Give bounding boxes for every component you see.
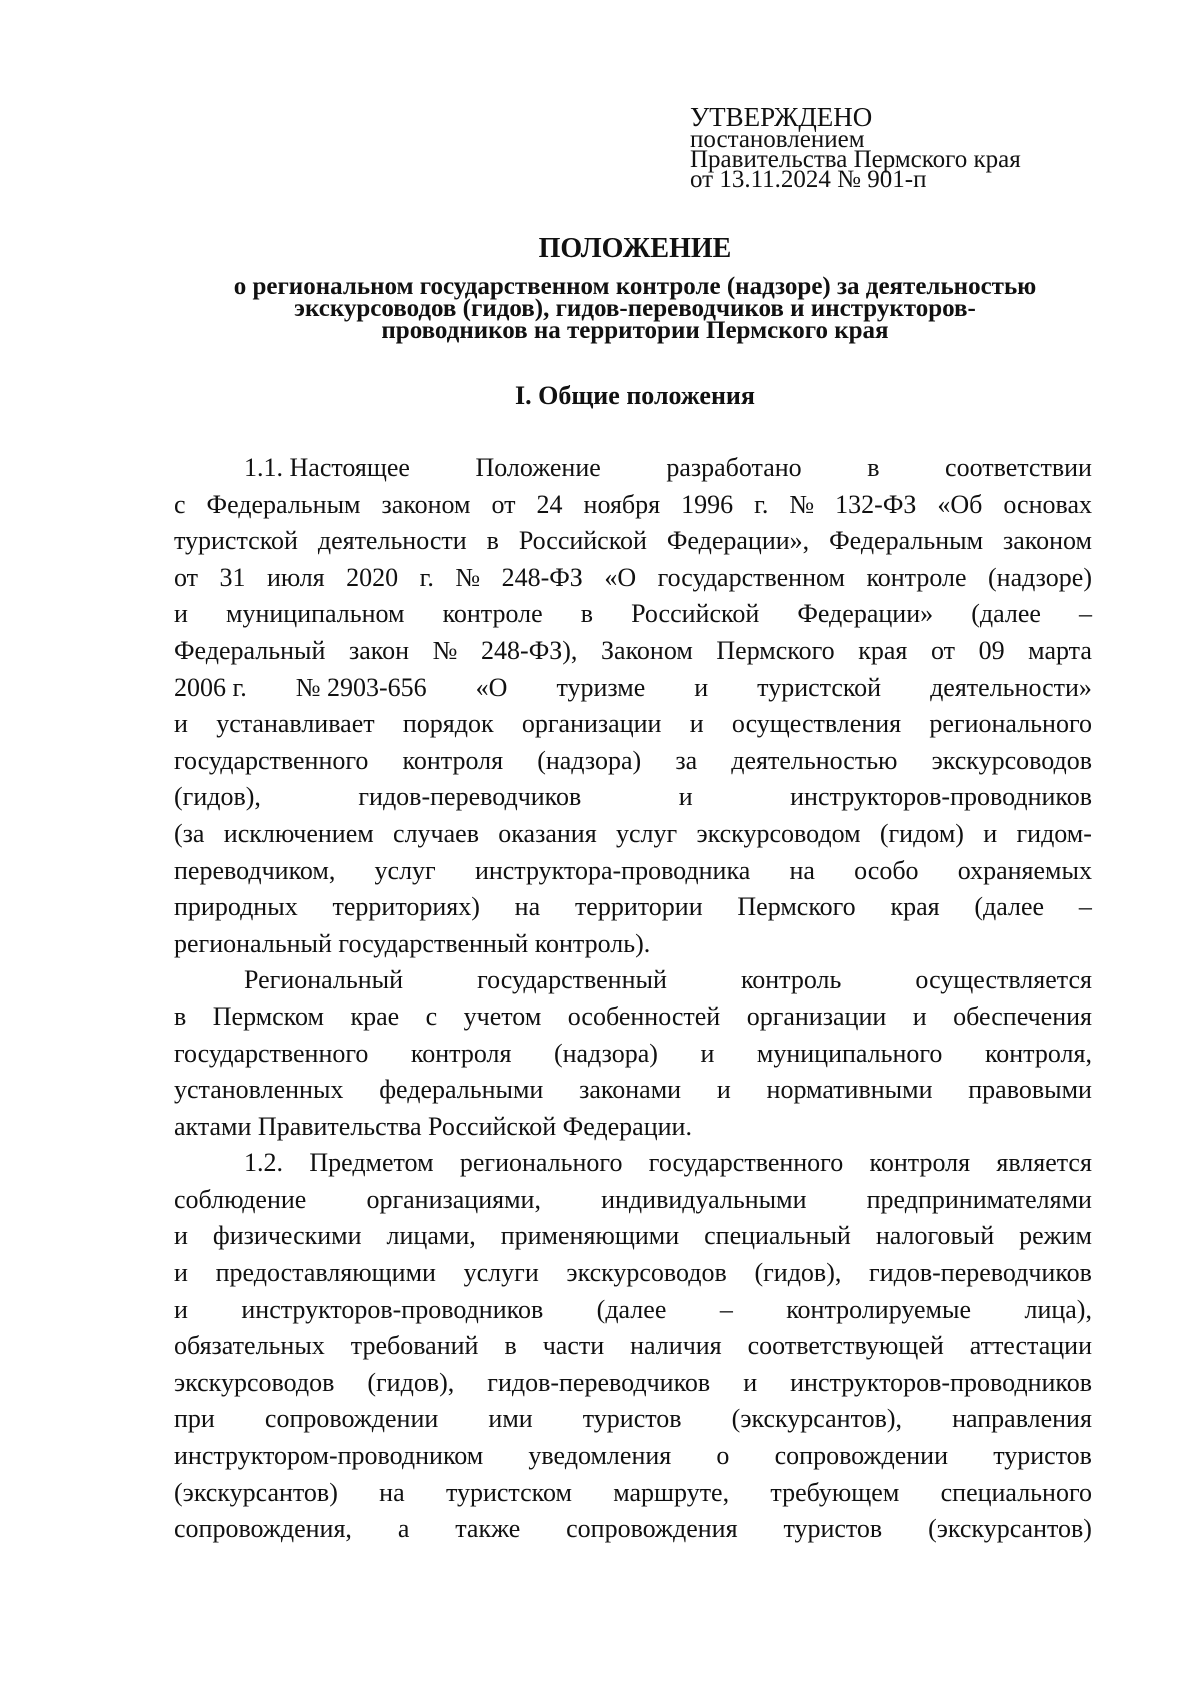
text-word: предоставляющими	[215, 1258, 436, 1288]
text-word: инструктора-проводника	[474, 855, 751, 885]
text-word: №	[789, 489, 815, 519]
text-word: государственного	[174, 745, 369, 775]
text-word: –	[719, 1294, 733, 1324]
text-word: Пермского	[737, 892, 856, 922]
text-word: туристской	[174, 526, 298, 556]
text-word: крае	[350, 1001, 400, 1031]
text-word: контроль	[740, 965, 842, 995]
text-word: деятельности	[317, 526, 467, 556]
text-line	[174, 1511, 1092, 1548]
text-word: экскурсоводов	[566, 1258, 727, 1288]
text-word: части	[542, 1331, 605, 1361]
body-text	[174, 450, 1092, 1548]
text-word: наличия	[630, 1331, 722, 1361]
text-word: требующем	[770, 1477, 900, 1507]
text-word: соответствующей	[747, 1331, 944, 1361]
text-line	[174, 1255, 1092, 1292]
text-line	[174, 596, 1092, 633]
text-line	[174, 1292, 1092, 1329]
text-word: при	[174, 1404, 215, 1434]
text-word: государственном	[657, 562, 845, 592]
text-word: туризме	[556, 672, 646, 702]
text-word: ими	[488, 1404, 533, 1434]
text-word: от	[930, 635, 955, 665]
section-heading: I. Общие положения	[515, 381, 755, 410]
text-word: гидов-переводчиков	[869, 1258, 1092, 1288]
approval-title: УТВЕРЖДЕНО	[690, 102, 873, 132]
text-word: с	[425, 1001, 438, 1031]
text-word: также	[455, 1514, 521, 1544]
text-word: гидов-переводчиков	[358, 782, 582, 812]
text-word: законом	[381, 489, 471, 519]
text-word: (гидов),	[174, 782, 261, 812]
text-word: территории	[574, 892, 703, 922]
text-word: и	[174, 599, 188, 629]
text-word: за	[675, 745, 698, 775]
text-word: Российской	[518, 526, 647, 556]
approval-line: Правительства Пермского края	[690, 146, 1021, 173]
text-word: Пермского	[716, 635, 835, 665]
text-word: марта	[1028, 635, 1092, 665]
text-word: услуг	[374, 855, 436, 885]
text-line	[174, 1182, 1092, 1219]
text-word: и	[983, 818, 998, 848]
text-line	[174, 1475, 1092, 1512]
text-word: с	[174, 489, 186, 519]
text-word: (надзора)	[553, 1038, 658, 1068]
text-word: гидов-переводчиков	[487, 1367, 711, 1397]
text-word: уведомления	[528, 1441, 672, 1471]
text-word: муниципального	[756, 1038, 943, 1068]
text-word: нормативными	[766, 1075, 933, 1105]
text-word: от	[174, 562, 199, 592]
text-word: гидом-	[1016, 818, 1092, 848]
text-word: основах	[1003, 489, 1092, 519]
text-line	[174, 487, 1092, 524]
text-word: особо	[854, 855, 919, 885]
text-word: 2020	[346, 562, 399, 592]
text-word: Федеральным	[206, 489, 361, 519]
text-word: закон	[349, 635, 410, 665]
approval-line: постановлением	[690, 126, 865, 153]
text-word: государственный	[477, 965, 667, 995]
text-word: сопровождении	[264, 1404, 439, 1434]
text-word: в	[504, 1331, 517, 1361]
text-word: соблюдение	[174, 1184, 307, 1214]
text-line	[174, 560, 1092, 597]
text-word: 31	[219, 562, 246, 592]
text-line	[174, 670, 1092, 707]
text-word: контроля	[410, 1038, 512, 1068]
text-word: деятельностью	[731, 745, 898, 775]
text-word: а	[397, 1514, 410, 1544]
text-word: туристском	[445, 1477, 572, 1507]
text-word: Предметом	[309, 1148, 434, 1178]
text-word: деятельности»	[930, 672, 1092, 702]
text-word: (надзоре)	[988, 562, 1092, 592]
text-word: в	[867, 453, 880, 482]
text-word: осуществляется	[915, 965, 1092, 995]
text-word: контроле	[866, 562, 967, 592]
text-word: №	[432, 635, 458, 665]
text-line	[174, 1036, 1092, 1073]
text-word: (экскурсантов),	[731, 1404, 903, 1434]
text-word: инструкторов-проводников	[790, 1367, 1092, 1397]
text-word: контроля	[869, 1148, 971, 1178]
text-word: №	[455, 562, 481, 592]
text-line	[174, 633, 1092, 670]
text-word: специального	[940, 1477, 1092, 1507]
text-word: территориях)	[332, 892, 480, 922]
text-line	[174, 999, 1092, 1036]
subtitle-line: экскурсоводов (гидов), гидов-переводчиков и инструкторов-	[294, 295, 976, 322]
text-word: лицами,	[386, 1221, 476, 1251]
text-word: режим	[1019, 1221, 1092, 1251]
text-word: регионального	[459, 1148, 623, 1178]
text-word: и	[743, 1367, 758, 1397]
text-word: 132-ФЗ	[835, 489, 917, 519]
text-word: (надзора)	[537, 745, 642, 775]
text-word: 24	[536, 489, 563, 519]
text-word: (далее	[974, 892, 1045, 922]
text-word: края	[890, 892, 940, 922]
text-word: контролируемые	[786, 1294, 972, 1324]
text-line	[174, 1218, 1092, 1255]
text-word: Федерации»,	[666, 526, 810, 556]
text-word: контроля	[402, 745, 504, 775]
text-word: услуг	[616, 818, 678, 848]
text-word: туристов	[993, 1441, 1092, 1471]
text-word: соответствии	[945, 453, 1092, 482]
text-word: законом	[1002, 526, 1092, 556]
text-word: (далее	[971, 599, 1041, 629]
text-line	[174, 523, 1092, 560]
text-word: № 2903-656	[295, 672, 427, 702]
text-word: региональный государственный контроль).	[174, 928, 651, 958]
text-word: переводчиком,	[174, 855, 336, 885]
text-word: и	[174, 1221, 188, 1251]
text-word: государственного	[648, 1148, 844, 1178]
text-word: ноября	[583, 489, 661, 519]
text-word: и	[174, 1294, 188, 1324]
text-word: организации	[746, 1001, 887, 1031]
text-word: (гидов),	[367, 1367, 455, 1397]
text-line	[174, 889, 1092, 926]
text-line	[174, 1401, 1092, 1438]
text-word: сопровождения	[566, 1514, 738, 1544]
text-word: физическими	[212, 1221, 362, 1251]
text-line	[174, 743, 1092, 780]
text-word: инструкторов-проводников	[790, 782, 1092, 812]
text-word: июля	[267, 562, 325, 592]
text-line	[174, 779, 1092, 816]
text-line	[174, 1072, 1092, 1109]
text-word: 248-ФЗ	[501, 562, 583, 592]
text-word: туристов	[783, 1514, 883, 1544]
text-word: и	[678, 782, 693, 812]
text-word: муниципальном	[226, 599, 405, 629]
text-word: разработано	[666, 453, 802, 482]
text-word: сопровождения,	[174, 1514, 352, 1544]
text-word: (экскурсантов)	[174, 1477, 338, 1507]
text-word: «О	[604, 562, 637, 592]
text-word: Российской	[631, 599, 760, 629]
text-line	[174, 1328, 1092, 1365]
text-word: специальный	[704, 1221, 851, 1251]
text-word: контроле	[442, 599, 543, 629]
text-word: 1.1. Настоящее	[244, 453, 410, 482]
text-word: 248-ФЗ),	[481, 635, 578, 665]
text-line	[174, 706, 1092, 743]
text-line	[174, 1365, 1092, 1402]
text-word: (экскурсантов)	[928, 1514, 1092, 1544]
text-word: на	[789, 855, 815, 885]
text-word: экскурсоводов	[174, 1367, 335, 1397]
text-word: инструкторов-проводников	[241, 1294, 544, 1324]
text-line	[174, 816, 1092, 853]
text-word: организациями,	[366, 1184, 541, 1214]
approval-stamp	[690, 102, 1110, 193]
text-word: края	[858, 635, 908, 665]
text-line	[174, 1438, 1092, 1475]
text-word: (гидом)	[879, 818, 964, 848]
text-word: Федерации»	[797, 599, 934, 629]
text-word: природных	[174, 892, 298, 922]
text-word: исключением	[223, 818, 374, 848]
text-word: федеральными	[379, 1075, 544, 1105]
text-word: инструктором-проводником	[174, 1441, 484, 1471]
text-word: на	[379, 1477, 405, 1507]
subtitle-line: о региональном государственном контроле (надзоре) за деятельностью	[233, 273, 1037, 300]
text-word: актами Правительства Российской Федерации.	[174, 1111, 692, 1141]
text-word: организации	[521, 709, 662, 739]
text-word: о	[716, 1441, 730, 1471]
text-word: и	[689, 709, 704, 739]
text-word: –	[1078, 892, 1092, 922]
text-word: от	[491, 489, 516, 519]
text-word: –	[1078, 599, 1092, 629]
text-word: (за	[174, 818, 205, 848]
text-word: налоговый	[875, 1221, 995, 1251]
text-word: лица),	[1024, 1294, 1092, 1324]
text-word: установленных	[174, 1075, 344, 1105]
text-line	[174, 962, 1092, 999]
text-word: и	[700, 1038, 715, 1068]
text-word: оказания	[498, 818, 597, 848]
document-title: ПОЛОЖЕНИЕ	[538, 233, 732, 264]
text-line	[174, 1109, 1092, 1146]
text-line	[174, 853, 1092, 890]
text-word: экскурсоводом	[696, 818, 861, 848]
text-word: 2006 г.	[174, 672, 247, 702]
text-word: государственного	[174, 1038, 369, 1068]
text-word: Региональный	[244, 965, 404, 995]
document-subtitle	[170, 273, 1100, 344]
text-word: туристской	[757, 672, 882, 702]
text-line	[174, 450, 1092, 487]
text-word: правовыми	[968, 1075, 1092, 1105]
text-word: Законом	[601, 635, 693, 665]
text-word: предпринимателями	[866, 1184, 1092, 1214]
text-word: в	[486, 526, 499, 556]
text-word: услуги	[463, 1258, 539, 1288]
text-word: устанавливает	[216, 709, 375, 739]
text-word: в	[174, 1001, 187, 1031]
text-line	[174, 926, 1092, 963]
text-word: маршруте,	[613, 1477, 730, 1507]
text-word: Федеральным	[829, 526, 984, 556]
text-word: учетом	[463, 1001, 542, 1031]
text-word: 1996	[681, 489, 734, 519]
text-word: регионального	[929, 709, 1092, 739]
text-word: г.	[419, 562, 434, 592]
text-word: «Об	[937, 489, 983, 519]
text-word: и	[174, 1258, 188, 1288]
text-word: г.	[754, 489, 769, 519]
text-word: Положение	[475, 453, 601, 482]
text-line	[174, 1145, 1092, 1182]
text-word: индивидуальными	[601, 1184, 807, 1214]
text-word: требований	[350, 1331, 479, 1361]
text-word: осуществления	[731, 709, 902, 739]
text-word: является	[996, 1148, 1092, 1178]
text-word: аттестации	[969, 1331, 1092, 1361]
text-word: 09	[978, 635, 1005, 665]
text-word: туристов	[582, 1404, 682, 1434]
text-word: (далее	[596, 1294, 667, 1324]
text-word: и	[174, 709, 188, 739]
approval-date-number: от 13.11.2024 № 901-п	[690, 166, 927, 193]
text-word: сопровождении	[774, 1441, 948, 1471]
text-word: охраняемых	[957, 855, 1092, 885]
text-word: экскурсоводов	[931, 745, 1092, 775]
text-word: и	[716, 1075, 731, 1105]
text-word: контроля,	[984, 1038, 1092, 1068]
text-word: порядок	[402, 709, 494, 739]
subtitle-line: проводников на территории Пермского края	[381, 317, 889, 344]
text-word: применяющими	[500, 1221, 680, 1251]
text-word: направления	[952, 1404, 1092, 1434]
text-word: обязательных	[174, 1331, 325, 1361]
text-word: особенностей	[567, 1001, 721, 1031]
text-word: обеспечения	[953, 1001, 1092, 1031]
text-word: на	[514, 892, 541, 922]
text-word: «О	[475, 672, 508, 702]
text-word: законами	[579, 1075, 682, 1105]
text-word: и	[912, 1001, 927, 1031]
text-word: случаев	[393, 818, 479, 848]
text-word: 1.2.	[244, 1148, 283, 1178]
text-word: в	[580, 599, 594, 629]
text-word: Пермском	[212, 1001, 324, 1031]
text-word: и	[694, 672, 709, 702]
text-word: (гидов),	[754, 1258, 842, 1288]
text-word: Федеральный	[174, 635, 326, 665]
